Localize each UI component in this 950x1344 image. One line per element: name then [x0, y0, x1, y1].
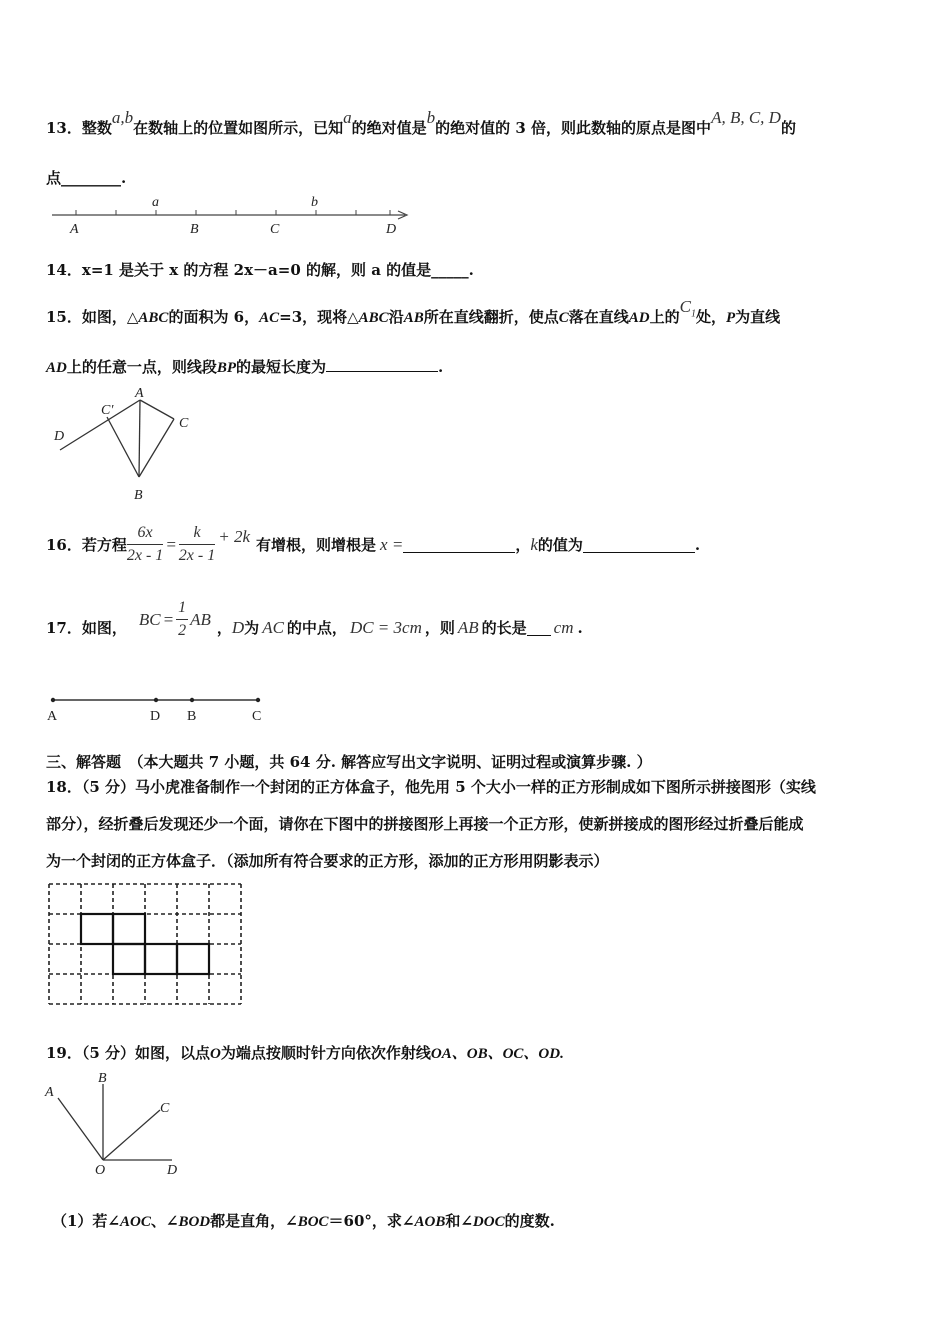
q15-label-C1: C′: [101, 403, 114, 418]
q19-label-A: A: [45, 1085, 54, 1100]
q15-line1: [46, 297, 781, 329]
q16-answer-blank-x[interactable]: [403, 537, 515, 553]
q19-rays-figure: [40, 1070, 190, 1180]
q19-rays: OA、OB、OC、OD.: [430, 1046, 564, 1062]
q17-cm: cm: [553, 617, 574, 637]
q15-ab: AB: [403, 310, 424, 326]
q15-text: 为直线: [735, 308, 781, 326]
q13-label-C: C: [270, 222, 280, 237]
q15-bp: BP: [216, 360, 237, 376]
q17-segment-figure: [46, 690, 276, 726]
q16-end: .: [694, 535, 701, 554]
q19-sub1-text: ＝60°，求∠: [328, 1212, 415, 1230]
q19-sub1-text: 都是直角，∠: [210, 1212, 298, 1230]
q18-line2: 部分），经折叠后发现还少一个面，请你在下图中的拼接图形上再接一个正方形，使新拼接成的图形经过折叠后能成: [46, 815, 804, 833]
q17-ab2: AB: [457, 617, 479, 637]
q13-text: 的绝对值是: [351, 119, 427, 137]
q13-line1: [46, 108, 796, 138]
q19-label-B: B: [98, 1071, 107, 1086]
q13-text: 的绝对值的 3 倍，则此数轴的原点是图中: [435, 119, 712, 137]
q16-frac2: [179, 524, 215, 565]
q16-eq: =: [165, 534, 177, 554]
q15-abc: ABC: [358, 310, 389, 326]
q15-text: 沿: [388, 308, 404, 326]
q17-comma: ，: [216, 619, 232, 637]
q17-eq: =: [162, 609, 175, 629]
q15-line2: [46, 356, 443, 377]
q15-text: .: [438, 358, 444, 376]
q17-dc: DC = 3cm: [349, 617, 422, 637]
q15-c1-letter: C: [679, 297, 691, 316]
q17-answer-blank[interactable]: [527, 620, 551, 636]
q15-text: 所在直线翻折，使点: [423, 308, 559, 326]
q19-boc: BOC: [297, 1214, 329, 1230]
q15-text: =3，现将△: [279, 308, 359, 326]
q16-number: 16．若方程: [46, 536, 127, 554]
q15-c: C: [558, 310, 569, 326]
q16-text: 的值为: [537, 536, 583, 554]
q15-text: 落在直线: [568, 308, 629, 326]
q15-p: P: [725, 310, 736, 326]
q16-frac2-num: k: [179, 524, 215, 545]
q15-number: 15．如图，: [46, 308, 127, 326]
q15-figure: [50, 385, 210, 510]
q13-math-b: b: [426, 108, 436, 127]
q19-label-C: C: [160, 1101, 170, 1116]
q17-end: .: [577, 618, 583, 637]
q19-line: [46, 1042, 564, 1063]
q17-label-D: D: [150, 709, 161, 724]
q16-x-eq: x =: [380, 534, 404, 554]
q19-o: O: [210, 1046, 221, 1062]
q14-text: 14．x=1 是关于 x 的方程 2x－a=0 的解，则 a 的值是_____.: [46, 261, 474, 279]
q15-text: 的最短长度为: [236, 358, 327, 376]
q19-sub1-text: （1）若∠: [52, 1212, 121, 1230]
q15-label-D: D: [54, 429, 65, 444]
q15-label-A: A: [135, 386, 144, 401]
q19-sub1-text: 、∠: [150, 1212, 179, 1230]
q17-half-num: 1: [176, 599, 188, 620]
q13-text: 的: [780, 119, 796, 137]
q16-frac1-den: 2x - 1: [126, 547, 164, 564]
q17-ac: AC: [262, 617, 284, 637]
q15-ad: AD: [628, 310, 650, 326]
q15-text: 处，: [695, 308, 726, 326]
q13-number-line: [50, 190, 420, 240]
q17-label-A: A: [47, 709, 58, 724]
q19-label-D: D: [167, 1163, 178, 1178]
q15-c1-sub: 1: [690, 308, 696, 320]
q17-half-den: 2: [178, 622, 187, 639]
q15-text: 上的: [649, 308, 680, 326]
q19-sub1: [52, 1210, 555, 1231]
q17-ab: AB: [190, 609, 211, 629]
q18-line3: 为一个封闭的正方体盒子．（添加所有符合要求的正方形，添加的正方形用阴影表示）: [46, 852, 609, 870]
q16-answer-blank-k[interactable]: [583, 537, 695, 553]
q19-label-O: O: [95, 1163, 106, 1178]
q18-line1: 18．（5 分）马小虎准备制作一个封闭的正方体盒子，他先用 5 个大小一样的正方形制成如下图所示拼接图形（实线: [46, 778, 816, 796]
q13-label-a: a: [152, 195, 159, 210]
q17-label-C: C: [252, 709, 262, 724]
q13-text: 在数轴上的位置如图所示，已知: [133, 119, 344, 137]
q16-text: 有增根，则增根是: [256, 536, 377, 554]
q15-text: △: [126, 308, 139, 326]
q19-bod: BOD: [178, 1214, 211, 1230]
q13-line2: 点________.: [46, 169, 127, 187]
q19-sub1-text: 的度数.: [504, 1212, 555, 1230]
q15-abc: ABC: [138, 310, 169, 326]
q16-frac1: [127, 524, 163, 565]
q16-frac2-den: 2x - 1: [178, 547, 216, 564]
q17-d: D: [231, 617, 245, 637]
q19-number: 19．（5 分）如图，以点: [46, 1044, 211, 1062]
q15-ad: AD: [46, 360, 67, 376]
q15-text: 的面积为 6，: [168, 308, 260, 326]
q17-bc: BC: [138, 609, 161, 629]
q13-math-points: A, B, C, D: [711, 108, 781, 127]
q13-label-D: D: [386, 222, 397, 237]
q19-aoc: AOC: [120, 1214, 151, 1230]
q17-number: 17．如图，: [46, 619, 127, 637]
q15-text: 上的任意一点，则线段: [66, 358, 217, 376]
q13-text: 整数: [81, 119, 112, 137]
q16-k: k: [530, 534, 538, 554]
q13-math-ab: a,b: [111, 108, 134, 127]
section3-heading: 三、解答题 （本大题共 7 小题，共 64 分. 解答应写出文字说明、证明过程或演算步骤. ）: [46, 753, 652, 771]
q17-text: 的中点，: [286, 619, 347, 637]
q13-label-b: b: [311, 195, 318, 210]
q16-line: [46, 524, 700, 565]
q16-frac1-num: 6x: [127, 524, 163, 545]
q19-doc: DOC: [472, 1214, 505, 1230]
q15-ac: AC: [259, 310, 280, 326]
q18-grid-figure[interactable]: [47, 882, 243, 1007]
q19-text: 为端点按顺时针方向依次作射线: [220, 1044, 431, 1062]
q15-c1: [679, 297, 696, 320]
q17-text: ，则: [424, 619, 455, 637]
q17-label-B: B: [187, 709, 197, 724]
q15-label-B: B: [134, 488, 143, 503]
q16-plus: + 2k: [218, 526, 251, 546]
q13-number: 13．: [46, 119, 82, 137]
q19-sub1-text: 和∠: [445, 1212, 473, 1230]
q19-aob: AOB: [414, 1214, 446, 1230]
q15-label-C: C: [179, 416, 189, 431]
q16-comma: ，: [515, 536, 531, 554]
q17-half: [176, 599, 188, 640]
q17-line: [46, 599, 583, 648]
q13-label-B: B: [190, 222, 199, 237]
q13-math-a: a: [343, 108, 352, 127]
q17-text: 的长是: [481, 619, 527, 637]
q15-answer-blank[interactable]: [326, 356, 438, 372]
q17-text: 为: [244, 619, 260, 637]
q13-label-A: A: [70, 222, 79, 237]
